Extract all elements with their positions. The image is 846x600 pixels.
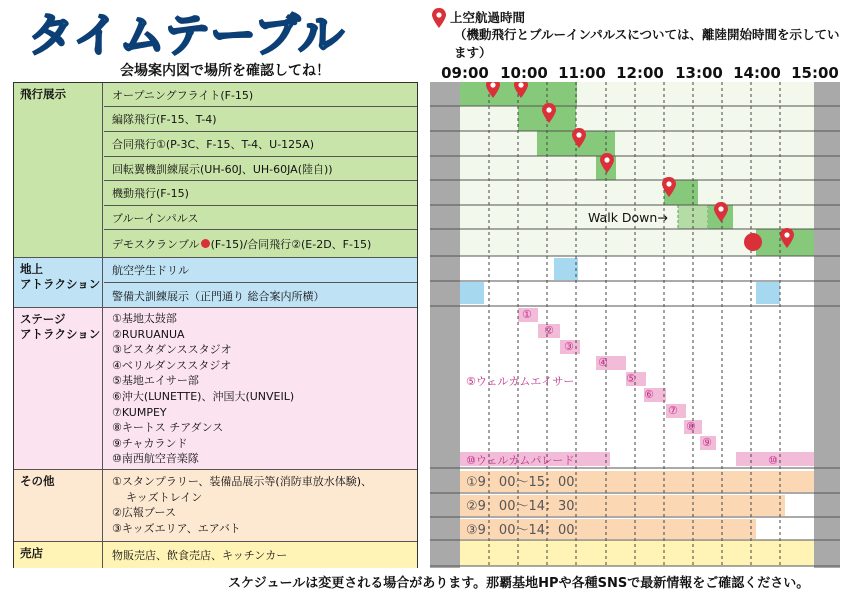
flight-legend-sub: （機動飛行とブルーインパルスについては、離陸開始時間を示しています） xyxy=(454,27,840,60)
stage-item: ⑥沖大(LUNETTE)、沖国大(UNVEIL) xyxy=(112,389,295,403)
time-label: 12:00 xyxy=(616,64,664,82)
page-title-text: タイムテーブル xyxy=(28,8,345,62)
program-text: デモスクランブル xyxy=(112,237,200,251)
welcome-parade-label: ⑩ウェルカムパレード xyxy=(466,454,575,467)
time-label: 10:00 xyxy=(500,64,548,82)
other-item: ②広報ブース xyxy=(112,506,176,520)
svg-text:⑧: ⑧ xyxy=(686,420,696,433)
section-shop xyxy=(14,541,417,568)
stage-item: ⑨チャカランド xyxy=(112,436,188,450)
red-dot-icon xyxy=(201,239,210,248)
footer-note: スケジュールは変更される場合があります。那覇基地HPや各種SNSで最新情報をご確認ください。 xyxy=(228,576,810,591)
program-row: 編隊飛行(F-15、T-4) xyxy=(104,107,417,132)
category-label: 地上 アトラクション xyxy=(14,258,103,308)
bar-dog-2 xyxy=(756,282,780,304)
time-header xyxy=(0,60,846,82)
section-ground xyxy=(14,257,417,308)
svg-text:①: ① xyxy=(522,308,532,321)
bar-cadet-drill xyxy=(554,258,578,280)
program-row xyxy=(104,230,417,257)
scramble-dot-icon xyxy=(744,233,762,251)
parade-late-label: ⑩ xyxy=(768,454,778,467)
category-label: ステージ アトラクション xyxy=(14,308,103,470)
svg-text:⑦: ⑦ xyxy=(668,404,678,417)
category-label: 売店 xyxy=(14,542,103,568)
after-close-column xyxy=(814,82,840,568)
other-time-2: ②9：00〜14：30 xyxy=(466,499,575,514)
schedule-grid xyxy=(430,82,840,568)
other-time-1: ①9：00〜15：00 xyxy=(466,475,575,490)
svg-text:④: ④ xyxy=(598,356,608,369)
svg-text:⑤: ⑤ xyxy=(626,372,636,385)
svg-text:⑨: ⑨ xyxy=(702,436,712,449)
walk-down-label: Walk Down→ xyxy=(588,210,668,225)
category-label: 飛行展示 xyxy=(14,83,103,257)
other-list xyxy=(104,470,417,536)
category-label: その他 xyxy=(14,470,103,542)
stage-item: ⑤基地エイサー部 xyxy=(112,374,199,388)
program-row: オープニングフライト(F-15) xyxy=(104,83,417,107)
other-time-3: ③9：00〜14：00 xyxy=(466,523,575,538)
program-row: 警備犬訓練展示（正門通り 総合案内所横） xyxy=(112,289,325,303)
program-text: (F-15)/合同飛行②(E-2D、F-15) xyxy=(210,237,372,251)
program-row: 機動飛行(F-15) xyxy=(104,181,417,206)
map-pin-icon xyxy=(432,8,446,28)
stage-item: ⑧キートス チアダンス xyxy=(112,421,224,435)
svg-text:②: ② xyxy=(544,324,554,337)
before-open-column xyxy=(430,82,460,568)
map-note: 会場案内図で場所を確認してね！ xyxy=(120,63,330,79)
program-row: 合同飛行①(P-3C、F-15、T-4、U-125A) xyxy=(104,132,417,157)
svg-text:⑥: ⑥ xyxy=(644,388,654,401)
stage-item: ①基地太鼓部 xyxy=(112,312,177,325)
other-item: ③キッズエリア、エアバト xyxy=(112,521,241,535)
stage-item: ⑩南西航空音楽隊 xyxy=(112,452,199,466)
program-row: 物販売店、飲食売店、キッチンカー xyxy=(112,549,288,562)
welcome-eisa-label: ⑤ウェルカムエイサー xyxy=(466,375,575,388)
stage-item: ⑦KUMPEY xyxy=(112,405,167,419)
time-label: 09:00 xyxy=(441,64,489,82)
time-label: 15:00 xyxy=(791,64,839,82)
section-other xyxy=(14,469,417,542)
stage-item: ④ベリルダンススタジオ xyxy=(112,358,232,372)
stage-item: ②RURUANUA xyxy=(112,327,185,341)
program-row: 回転翼機訓練展示(UH-60J、UH-60JA(陸自)) xyxy=(104,157,417,181)
bar-dog-1 xyxy=(460,282,484,304)
other-item: ①スタンプラリー、装備品展示等(消防車放水体験)、 xyxy=(112,475,373,488)
svg-text:③: ③ xyxy=(564,340,574,353)
flight-legend-heading: 上空航過時間 xyxy=(450,10,526,25)
stage-item: ③ビスタダンススタジオ xyxy=(112,343,232,357)
time-label: 14:00 xyxy=(733,64,781,82)
program-row: ブルーインパルス xyxy=(104,206,417,230)
page-title xyxy=(22,4,422,62)
program-row: 航空学生ドリル xyxy=(104,258,417,283)
time-label: 13:00 xyxy=(675,64,723,82)
section-stage xyxy=(14,307,417,470)
other-item: キッズトレイン xyxy=(126,490,203,504)
section-flight xyxy=(14,83,417,257)
flight-legend xyxy=(432,8,842,60)
time-label: 11:00 xyxy=(558,64,606,82)
program-table xyxy=(13,82,418,568)
stage-list xyxy=(104,308,417,467)
